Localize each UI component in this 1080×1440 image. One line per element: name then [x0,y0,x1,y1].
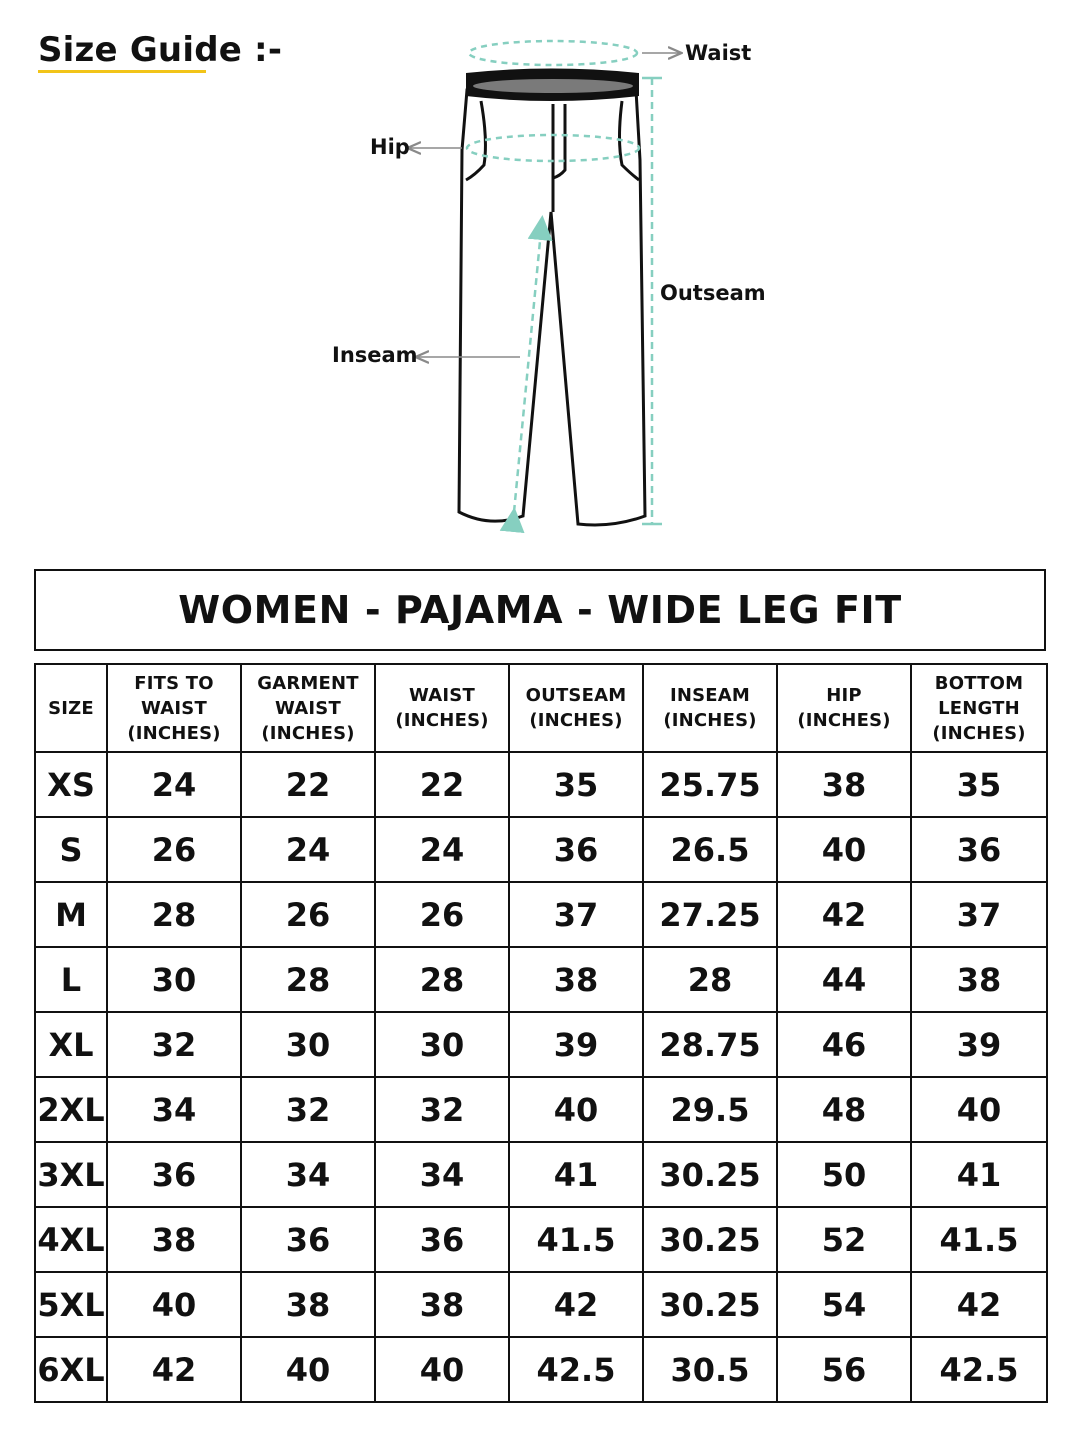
cell-outseam: 40 [509,1077,643,1142]
cell-outseam: 37 [509,882,643,947]
cell-inseam: 25.75 [643,752,777,817]
cell-garment-waist: 28 [241,947,375,1012]
cell-bottom-length: 37 [911,882,1047,947]
cell-hip: 50 [777,1142,911,1207]
cell-inseam: 28.75 [643,1012,777,1077]
cell-hip: 46 [777,1012,911,1077]
cell-fits-to-waist: 24 [107,752,241,817]
cell-garment-waist: 34 [241,1142,375,1207]
cell-garment-waist: 38 [241,1272,375,1337]
size-guide-title-text: Size Guide :- [38,30,283,70]
cell-outseam: 42.5 [509,1337,643,1402]
cell-waist: 30 [375,1012,509,1077]
cell-size: M [35,882,107,947]
cell-bottom-length: 41.5 [911,1207,1047,1272]
cell-garment-waist: 40 [241,1337,375,1402]
table-row [35,1272,1047,1337]
cell-garment-waist: 30 [241,1012,375,1077]
header-size: SIZE [35,664,107,752]
table-row [35,1142,1047,1207]
cell-outseam: 41.5 [509,1207,643,1272]
cell-waist: 32 [375,1077,509,1142]
table-row [35,817,1047,882]
cell-size: L [35,947,107,1012]
size-chart-title-text: WOMEN - PAJAMA - WIDE LEG FIT [178,588,902,632]
size-table [34,663,1048,1403]
cell-fits-to-waist: 26 [107,817,241,882]
cell-hip: 56 [777,1337,911,1402]
cell-hip: 42 [777,882,911,947]
cell-size: 2XL [35,1077,107,1142]
cell-size: 4XL [35,1207,107,1272]
inseam-label: Inseam [332,343,418,367]
cell-bottom-length: 41 [911,1142,1047,1207]
table-row [35,1077,1047,1142]
cell-inseam: 28 [643,947,777,1012]
header-hip: HIP (INCHES) [777,664,911,752]
pajama-measurement-diagram [0,0,1080,560]
size-chart-title [34,569,1046,651]
cell-bottom-length: 35 [911,752,1047,817]
header-waist: WAIST (INCHES) [375,664,509,752]
cell-waist: 24 [375,817,509,882]
waistband [466,69,639,102]
cell-garment-waist: 22 [241,752,375,817]
cell-bottom-length: 42.5 [911,1337,1047,1402]
cell-garment-waist: 36 [241,1207,375,1272]
cell-hip: 54 [777,1272,911,1337]
cell-inseam: 30.25 [643,1207,777,1272]
header-fits-to-waist: FITS TO WAIST (INCHES) [107,664,241,752]
cell-bottom-length: 38 [911,947,1047,1012]
cell-fits-to-waist: 36 [107,1142,241,1207]
cell-size: XS [35,752,107,817]
cell-bottom-length: 39 [911,1012,1047,1077]
cell-size: 5XL [35,1272,107,1337]
outseam-label: Outseam [660,281,766,305]
table-row [35,882,1047,947]
cell-fits-to-waist: 32 [107,1012,241,1077]
header-garment-waist: GARMENT WAIST (INCHES) [241,664,375,752]
table-row [35,1337,1047,1402]
cell-outseam: 41 [509,1142,643,1207]
cell-bottom-length: 42 [911,1272,1047,1337]
cell-inseam: 30.5 [643,1337,777,1402]
table-row [35,1012,1047,1077]
cell-hip: 52 [777,1207,911,1272]
cell-garment-waist: 26 [241,882,375,947]
cell-fits-to-waist: 40 [107,1272,241,1337]
cell-size: XL [35,1012,107,1077]
header-outseam: OUTSEAM (INCHES) [509,664,643,752]
cell-bottom-length: 40 [911,1077,1047,1142]
table-row [35,947,1047,1012]
cell-size: S [35,817,107,882]
header-inseam: INSEAM (INCHES) [643,664,777,752]
cell-waist: 26 [375,882,509,947]
waist-label: Waist [685,41,752,65]
cell-hip: 44 [777,947,911,1012]
cell-outseam: 36 [509,817,643,882]
cell-outseam: 35 [509,752,643,817]
cell-size: 3XL [35,1142,107,1207]
cell-inseam: 27.25 [643,882,777,947]
cell-inseam: 30.25 [643,1272,777,1337]
cell-waist: 38 [375,1272,509,1337]
cell-waist: 34 [375,1142,509,1207]
cell-fits-to-waist: 28 [107,882,241,947]
table-body [35,752,1047,1402]
cell-bottom-length: 36 [911,817,1047,882]
cell-hip: 38 [777,752,911,817]
waist-measure-line [469,41,637,65]
cell-inseam: 29.5 [643,1077,777,1142]
cell-outseam: 39 [509,1012,643,1077]
header-bottom-length: BOTTOM LENGTH (INCHES) [911,664,1047,752]
cell-garment-waist: 24 [241,817,375,882]
hip-label: Hip [370,135,410,159]
cell-waist: 22 [375,752,509,817]
cell-hip: 40 [777,817,911,882]
cell-hip: 48 [777,1077,911,1142]
cell-fits-to-waist: 42 [107,1337,241,1402]
cell-fits-to-waist: 38 [107,1207,241,1272]
cell-inseam: 30.25 [643,1142,777,1207]
cell-waist: 36 [375,1207,509,1272]
cell-waist: 40 [375,1337,509,1402]
cell-outseam: 42 [509,1272,643,1337]
table-row [35,752,1047,817]
cell-fits-to-waist: 34 [107,1077,241,1142]
cell-inseam: 26.5 [643,817,777,882]
cell-size: 6XL [35,1337,107,1402]
cell-waist: 28 [375,947,509,1012]
table-row [35,1207,1047,1272]
table-header-row [35,664,1047,752]
cell-outseam: 38 [509,947,643,1012]
cell-fits-to-waist: 30 [107,947,241,1012]
cell-garment-waist: 32 [241,1077,375,1142]
